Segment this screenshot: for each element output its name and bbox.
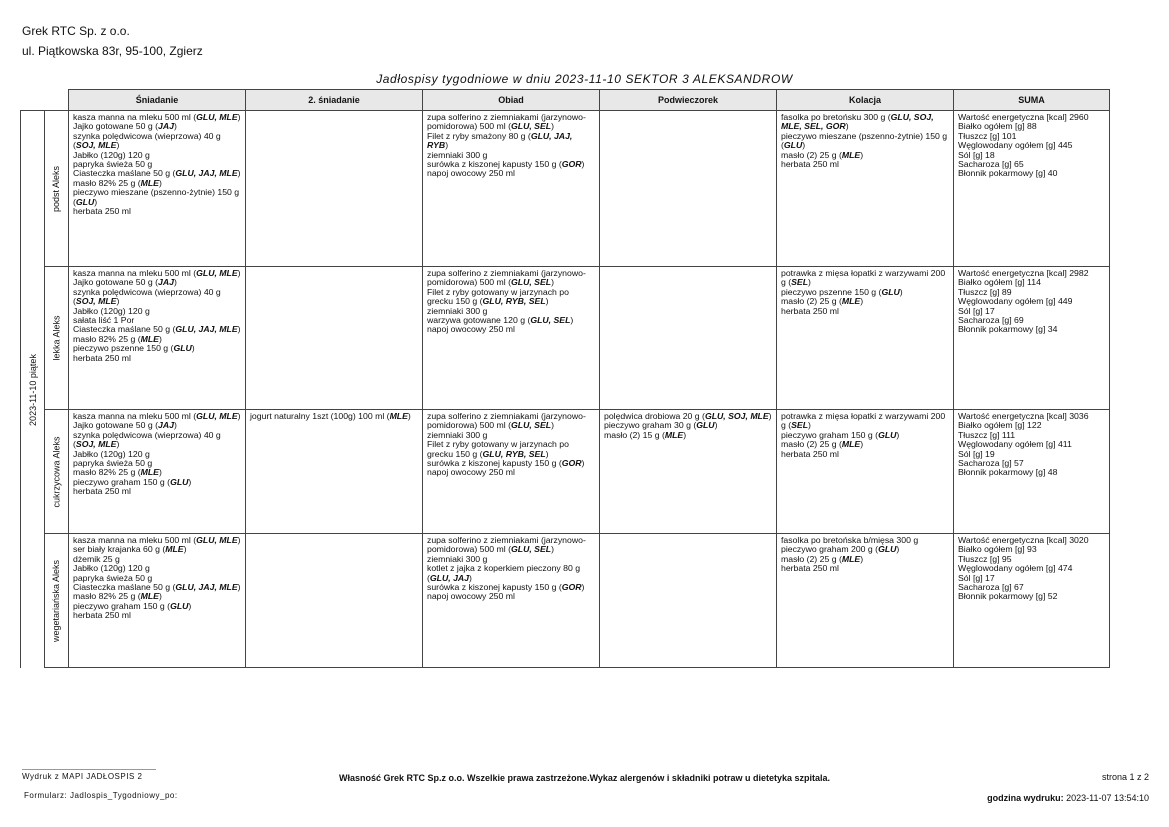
diet-name: wegetariańska Aleks [51,559,62,642]
nutrition-line: Błonnik pokarmowy [g] 48 [958,467,1058,478]
diet-name-cell [45,267,69,410]
nutrition-line: Wartość energetyczna [kcal] 2982 [958,268,1089,278]
col-header-afternoon-snack: Podwieczorek [600,90,777,111]
meal-cell-second-breakfast [246,111,423,267]
meal-cell-afternoon-snack [600,534,777,668]
nutrition-line: Tłuszcz [g] 89 [958,286,1012,297]
meal-cell-lunch: zupa solferino z ziemniakami (jarzynowo-pomidorowa) 500 ml (GLU, SEL) ziemniaki 300 g Filet z ryby gotowany w jarzynach po grecku 150 g (GLU, RYB, SEL) surówka z kiszonej kapusty 150 g (GOR) napoj owocowy 250 ml [423,410,600,534]
nutrition-line: Sacharoza [g] 67 [958,582,1024,593]
nutrition-line: Tłuszcz [g] 101 [958,130,1017,141]
nutrition-sum-cell [954,410,1110,534]
meal-cell-afternoon-snack [600,267,777,410]
meal-cell-afternoon-snack [600,111,777,267]
print-time [987,793,1149,803]
day-label: 2023-11-10 piątek [27,353,38,426]
nutrition-line: Błonnik pokarmowy [g] 40 [958,168,1058,179]
nutrition-line: Sól [g] 17 [958,572,995,583]
weekly-menu-table [20,89,1110,668]
nutrition-line: Białko ogółem [g] 114 [958,277,1041,288]
diet-row [21,410,1110,534]
nutrition-line: Wartość energetyczna [kcal] 3036 [958,411,1089,421]
diet-name: lekka Aleks [51,315,62,361]
nutrition-sum-cell [954,111,1110,267]
meal-cell-breakfast: kasza manna na mleku 500 ml (GLU, MLE) Jajko gotowane 50 g (JAJ) szynka polędwicowa (wieprzowa) 40 g (SOJ, MLE) Jabłko (120g) 120 g papryka świeża 50 g Ciasteczka maślane 50 g (GLU, JAJ, MLE) masło 82% 25 g (MLE) pieczywo mieszane (pszenno-żytnie) 150 g (GLU) herbata 250 ml [69,111,246,267]
printed-from: Wydruk z MAPI JADŁOSPIS 2 [22,772,143,781]
day-cell [21,111,45,668]
meal-cell-breakfast: kasza manna na mleku 500 ml (GLU, MLE) Jajko gotowane 50 g (JAJ) szynka polędwicowa (wieprzowa) 40 g (SOJ, MLE) Jabłko (120g) 120 g papryka świeża 50 g masło 82% 25 g (MLE) pieczywo graham 150 g (GLU) herbata 250 ml [69,410,246,534]
meal-cell-lunch: zupa solferino z ziemniakami (jarzynowo-pomidorowa) 500 ml (GLU, SEL) Filet z ryby smażony 80 g (GLU, JAJ, RYB) ziemniaki 300 g surówka z kiszonej kapusty 150 g (GOR) napoj owocowy 250 ml [423,111,600,267]
meal-cell-breakfast: kasza manna na mleku 500 ml (GLU, MLE) Jajko gotowane 50 g (JAJ) szynka polędwicowa (wieprzowa) 40 g (SOJ, MLE) Jabłko (120g) 120 g sałata liść 1 Por Ciasteczka maślane 50 g (GLU, JAJ, MLE) masło 82% 25 g (MLE) pieczywo pszenne 150 g (GLU) herbata 250 ml [69,267,246,410]
diet-name-cell [45,410,69,534]
meal-cell-lunch: zupa solferino z ziemniakami (jarzynowo-pomidorowa) 500 ml (GLU, SEL) Filet z ryby gotowany w jarzynach po grecku 150 g (GLU, RYB, SEL) ziemniaki 300 g warzywa gotowane 120 g (GLU, SEL) napoj owocowy 250 ml [423,267,600,410]
meal-cell-second-breakfast: jogurt naturalny 1szt (100g) 100 ml (MLE) [246,410,423,534]
meal-cell-second-breakfast [246,267,423,410]
meal-cell-afternoon-snack: polędwica drobiowa 20 g (GLU, SOJ, MLE) pieczywo graham 30 g (GLU) masło (2) 15 g (MLE) [600,410,777,534]
diet-name-cell [45,534,69,668]
form-name: Formularz: Jadlospis_Tygodniowy_po: [24,791,178,800]
col-header-lunch: Obiad [423,90,600,111]
nutrition-line: Wartość energetyczna [kcal] 2960 [958,112,1089,122]
nutrition-line: Węglowodany ogółem [g] 474 [958,563,1073,574]
nutrition-line: Sól [g] 19 [958,448,995,459]
nutrition-line: Sacharoza [g] 65 [958,159,1024,170]
nutrition-line: Węglowodany ogółem [g] 449 [958,296,1073,307]
meal-cell-second-breakfast [246,534,423,668]
nutrition-line: Tłuszcz [g] 95 [958,553,1012,564]
footer-divider [22,769,156,770]
nutrition-line: Wartość energetyczna [kcal] 3020 [958,535,1089,545]
copyright-notice: Własność Grek RTC Sp.z o.o. Wszelkie prawa zastrzeżone.Wykaz alergenów i składniki potraw u dietetyka szpitala. [339,773,830,783]
company-name: Grek RTC Sp. z o.o. [22,24,130,38]
meal-cell-dinner: potrawka z mięsa łopatki z warzywami 200 g (SEL) pieczywo pszenne 150 g (GLU) masło (2) 25 g (MLE) herbata 250 ml [777,267,954,410]
diet-row [21,111,1110,267]
meal-cell-lunch: zupa solferino z ziemniakami (jarzynowo-pomidorowa) 500 ml (GLU, SEL) ziemniaki 300 g kotlet z jajka z koperkiem pieczony 80 g (GLU, JAJ) surówka z kiszonej kapusty 150 g (GOR) napoj owocowy 250 ml [423,534,600,668]
nutrition-line: Sacharoza [g] 57 [958,458,1024,469]
nutrition-line: Sól [g] 17 [958,305,995,316]
diet-name: podst Aleks [51,165,62,212]
nutrition-line: Białko ogółem [g] 122 [958,420,1042,431]
corner-blank [45,90,69,111]
nutrition-sum-cell [954,534,1110,668]
nutrition-line: Sacharoza [g] 69 [958,315,1024,326]
corner-blank [21,90,45,111]
nutrition-line: Białko ogółem [g] 93 [958,544,1037,555]
nutrition-line: Sól [g] 18 [958,149,995,160]
nutrition-line: Białko ogółem [g] 88 [958,121,1037,132]
nutrition-line: Błonnik pokarmowy [g] 52 [958,591,1058,602]
col-header-second-breakfast: 2. śniadanie [246,90,423,111]
print-time-label: godzina wydruku: [987,793,1064,803]
nutrition-line: Węglowodany ogółem [g] 445 [958,140,1073,151]
col-header-dinner: Kolacja [777,90,954,111]
col-header-sum: SUMA [954,90,1110,111]
meal-cell-dinner: fasolka po bretońsku 300 g (GLU, SOJ, MLE, SEL, GOR) pieczywo mieszane (pszenno-żytnie) 150 g (GLU) masło (2) 25 g (MLE) herbata 250 ml [777,111,954,267]
meal-cell-dinner: fasolka po bretońska b/mięsa 300 g pieczywo graham 200 g (GLU) masło (2) 25 g (MLE) herbata 250 ml [777,534,954,668]
meal-cell-dinner: potrawka z mięsa łopatki z warzywami 200 g (SEL) pieczywo graham 150 g (GLU) masło (2) 25 g (MLE) herbata 250 ml [777,410,954,534]
col-header-breakfast: Śniadanie [69,90,246,111]
header-row [21,90,1110,111]
diet-row [21,534,1110,668]
nutrition-line: Węglowodany ogółem [g] 411 [958,439,1072,450]
page-number: strona 1 z 2 [1101,772,1149,782]
diet-row [21,267,1110,410]
nutrition-sum-cell [954,267,1110,410]
company-address: ul. Piątkowska 83r, 95-100, Zgierz [22,44,203,58]
diet-name: cukrzycowa Aleks [51,435,62,508]
nutrition-line: Tłuszcz [g] 111 [958,429,1016,440]
nutrition-line: Błonnik pokarmowy [g] 34 [958,324,1058,335]
print-time-value: 2023-11-07 13:54:10 [1066,793,1149,803]
meal-cell-breakfast: kasza manna na mleku 500 ml (GLU, MLE) ser biały krajanka 60 g (MLE) dżemik 25 g Jabłko (120g) 120 g papryka świeża 50 g Ciasteczka maślane 50 g (GLU, JAJ, MLE) masło 82% 25 g (MLE) pieczywo graham 150 g (GLU) herbata 250 ml [69,534,246,668]
diet-name-cell [45,111,69,267]
page-title: Jadłospisy tygodniowe w dniu 2023-11-10 SEKTOR 3 ALEKSANDROW [376,72,793,86]
